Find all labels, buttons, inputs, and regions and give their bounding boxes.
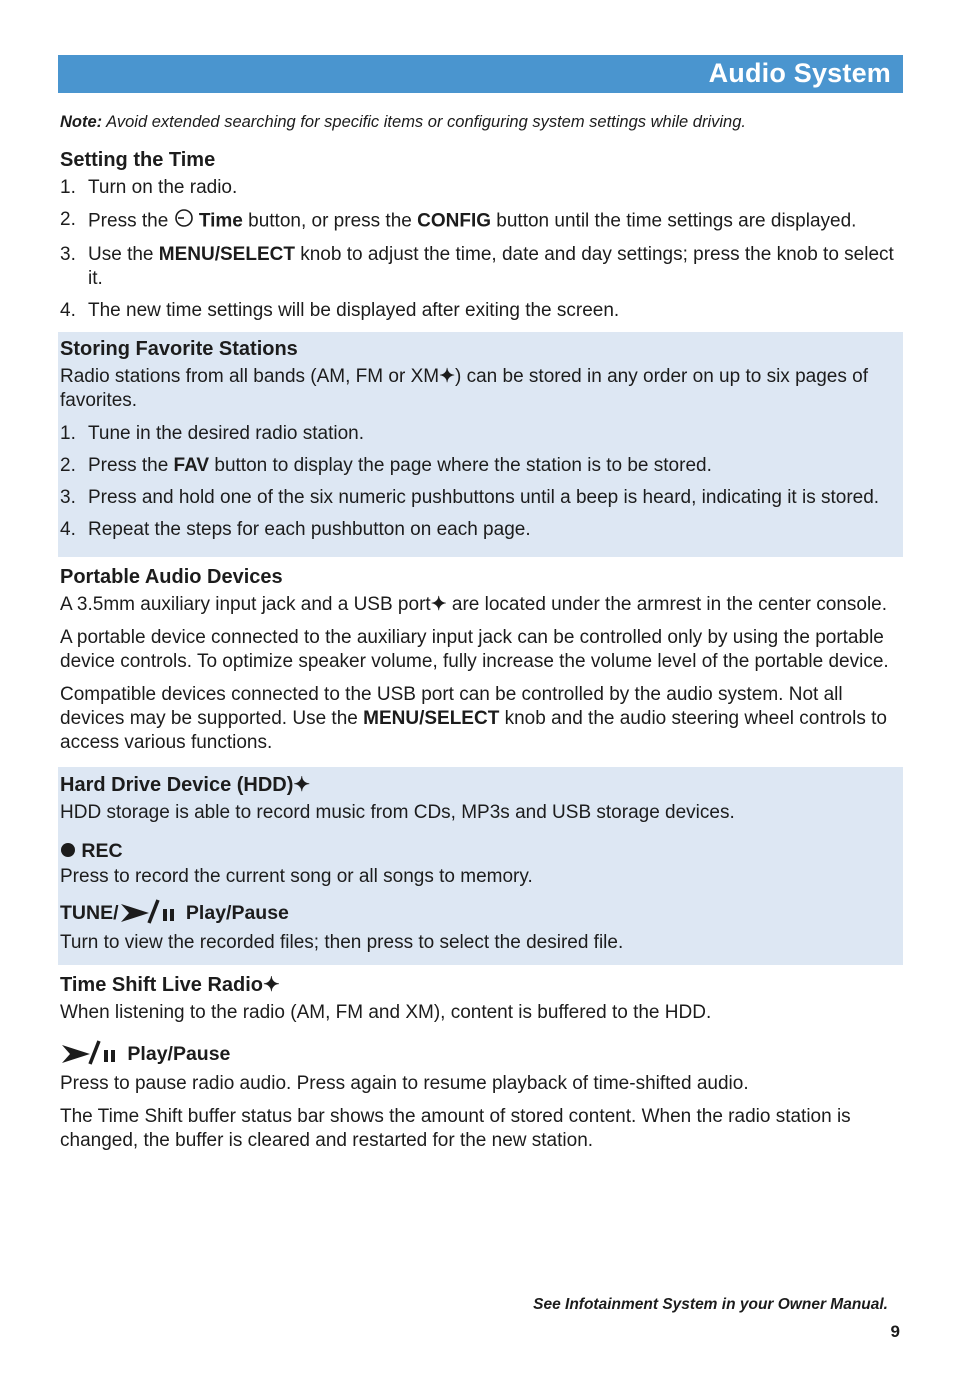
paragraph bbox=[60, 683, 901, 755]
clock-icon bbox=[174, 208, 194, 235]
content bbox=[58, 110, 903, 1162]
play-pause-heading bbox=[60, 1039, 901, 1071]
list-item bbox=[60, 243, 901, 291]
page-number: 9 bbox=[890, 1322, 900, 1341]
text: Radio stations from all bands (AM, FM or XM bbox=[60, 366, 440, 387]
step-number: 3. bbox=[60, 487, 76, 508]
step-text: Press the bbox=[88, 210, 169, 232]
section-heading bbox=[60, 773, 901, 797]
star-icon: ✦ bbox=[293, 774, 311, 796]
text: knob and the audio steering wheel controls to access various functions. bbox=[60, 708, 887, 753]
list-item bbox=[60, 422, 901, 446]
list-item bbox=[60, 299, 901, 323]
list-item bbox=[60, 454, 901, 478]
note-label: Note: bbox=[60, 113, 103, 131]
step-text: Repeat the steps for each pushbutton on each page. bbox=[88, 519, 531, 540]
section-heading: Storing Favorite Stations bbox=[60, 338, 298, 360]
step-text: Press and hold one of the six numeric pushbuttons until a beep is heard, indicating it is stored. bbox=[88, 487, 880, 508]
list-item bbox=[60, 518, 901, 542]
step-text: The new time settings will be displayed after exiting the screen. bbox=[88, 300, 620, 321]
section-hdd bbox=[58, 767, 903, 965]
section-heading: Setting the Time bbox=[60, 149, 216, 171]
text: A 3.5mm auxiliary input jack and a USB port bbox=[60, 594, 431, 615]
list-item bbox=[60, 176, 901, 200]
paragraph: The Time Shift buffer status bar shows the amount of stored content. When the radio station is changed, the buffer is cleared and restarted for the new station. bbox=[60, 1105, 851, 1151]
paragraph: Turn to view the recorded files; then press to select the desired file. bbox=[60, 931, 624, 953]
steps-list bbox=[60, 176, 901, 323]
owner-manual-reference: See Infotainment System in your Owner Manual. bbox=[533, 1296, 888, 1313]
step-number: 2. bbox=[60, 209, 76, 230]
rec-label: REC bbox=[81, 840, 123, 862]
step-number: 4. bbox=[60, 300, 76, 321]
section-heading: Portable Audio Devices bbox=[60, 566, 283, 588]
menu-select-label: MENU/SELECT bbox=[363, 708, 500, 729]
header-bar bbox=[58, 55, 903, 93]
step-text: button, or press the bbox=[248, 210, 412, 232]
paragraph: Press to record the current song or all songs to memory. bbox=[60, 865, 533, 887]
tune-heading bbox=[60, 898, 901, 930]
page-title: Audio System bbox=[708, 58, 891, 88]
play-pause-icon bbox=[60, 1039, 122, 1071]
step-text: Tune in the desired radio station. bbox=[88, 423, 365, 444]
star-icon: ✦ bbox=[439, 366, 455, 387]
step-number: 3. bbox=[60, 244, 76, 265]
note-text: Avoid extended searching for specific items or configuring system settings while driving. bbox=[106, 113, 746, 131]
config-button-label: CONFIG bbox=[417, 210, 492, 232]
heading-text: Time Shift Live Radio bbox=[60, 973, 263, 996]
time-button-label: Time bbox=[198, 210, 243, 232]
play-pause-label: Play/Pause bbox=[127, 1043, 231, 1065]
star-icon: ✦ bbox=[263, 973, 280, 996]
section-portable bbox=[58, 565, 903, 755]
steps-list bbox=[60, 422, 901, 542]
paragraph: HDD storage is able to record music from CDs, MP3s and USB storage devices. bbox=[60, 802, 735, 823]
text: ) can be stored in any order on up to six pages of favorites. bbox=[60, 366, 868, 411]
step-text: Press the bbox=[88, 455, 169, 476]
tune-label: TUNE/ bbox=[60, 902, 119, 924]
record-icon bbox=[60, 840, 76, 864]
play-pause-label: Play/Pause bbox=[185, 902, 289, 924]
section-heading bbox=[60, 973, 901, 997]
section-favorites bbox=[58, 332, 903, 557]
step-text: Turn on the radio. bbox=[88, 177, 238, 198]
paragraph: When listening to the radio (AM, FM and XM), content is buffered to the HDD. bbox=[60, 1001, 712, 1023]
text: are located under the armrest in the center console. bbox=[451, 594, 888, 615]
note bbox=[60, 110, 903, 134]
fav-button-label: FAV bbox=[173, 455, 210, 476]
list-item bbox=[60, 486, 901, 510]
step-number: 1. bbox=[60, 177, 76, 198]
paragraph: A portable device connected to the auxiliary input jack can be controlled only by using the portable device controls. To optimize speaker volume, fully increase the volume level of the portable device. bbox=[60, 627, 889, 672]
paragraph bbox=[60, 593, 901, 617]
play-pause-icon bbox=[119, 898, 181, 930]
list-item bbox=[60, 208, 901, 235]
step-number: 1. bbox=[60, 423, 76, 444]
paragraph: Press to pause radio audio. Press again to resume playback of time-shifted audio. bbox=[60, 1072, 749, 1094]
step-number: 4. bbox=[60, 519, 76, 540]
paragraph bbox=[60, 365, 901, 413]
text: Compatible devices connected to the USB port can be controlled by the audio system. Not all devices may be supported. Use the bbox=[60, 684, 843, 729]
heading-text: Hard Drive Device (HDD) bbox=[60, 774, 294, 796]
section-timeshift bbox=[58, 973, 903, 1153]
step-text: knob to adjust the time, date and day settings; press the knob to select it. bbox=[88, 244, 894, 289]
step-text: button until the time settings are displayed. bbox=[496, 210, 857, 232]
step-number: 2. bbox=[60, 455, 76, 476]
step-text: button to display the page where the station is to be stored. bbox=[214, 455, 712, 476]
section-setting-time bbox=[58, 148, 903, 323]
menu-select-label: MENU/SELECT bbox=[158, 244, 295, 265]
rec-heading bbox=[60, 839, 901, 864]
step-text: Use the bbox=[88, 244, 154, 265]
star-icon: ✦ bbox=[430, 594, 447, 615]
